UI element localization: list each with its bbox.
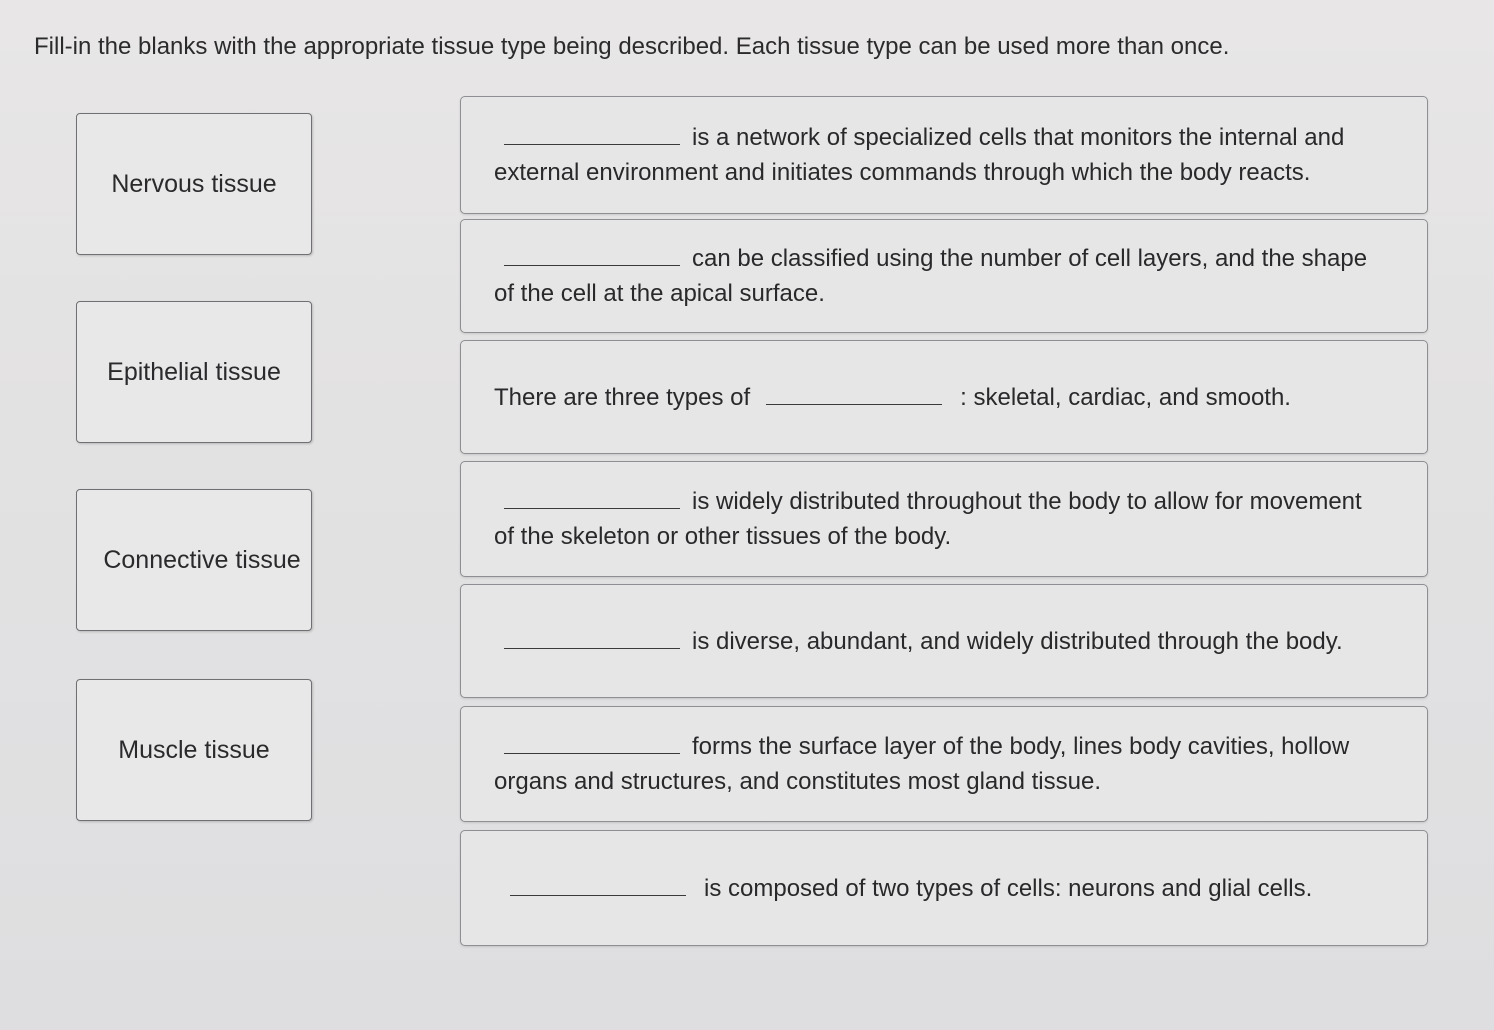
statement-text bbox=[494, 729, 1387, 799]
statement-text bbox=[494, 120, 1387, 190]
statement-after: forms the surface layer of the body, lines body cavities, hollow organs and structures, and constitutes most gland tissue. bbox=[494, 733, 1350, 795]
statement-text bbox=[494, 380, 1387, 415]
drop-target-1[interactable] bbox=[460, 96, 1428, 214]
statement-after: is a network of specialized cells that monitors the internal and external environment and initiates commands through which the body reacts. bbox=[494, 124, 1345, 186]
statement-after: can be classified using the number of cell layers, and the shape of the cell at the apical surface. bbox=[494, 245, 1368, 307]
choice-label: Epithelial tissue bbox=[107, 357, 281, 386]
choice-label: Nervous tissue bbox=[111, 169, 277, 198]
choice-connective-tissue[interactable] bbox=[76, 489, 312, 631]
answer-blank[interactable] bbox=[504, 124, 680, 145]
statement-after: is composed of two types of cells: neurons and glial cells. bbox=[704, 874, 1313, 902]
statement-after: : skeletal, cardiac, and smooth. bbox=[960, 383, 1291, 411]
choice-muscle-tissue[interactable] bbox=[76, 679, 312, 821]
statement-text bbox=[494, 484, 1387, 554]
statement-text bbox=[494, 241, 1387, 311]
statement-before: There are three types of bbox=[494, 383, 751, 411]
answer-blank[interactable] bbox=[766, 384, 942, 405]
answer-blank[interactable] bbox=[504, 628, 680, 649]
drop-target-3[interactable] bbox=[460, 340, 1428, 454]
drop-target-7[interactable] bbox=[460, 830, 1428, 946]
choice-epithelial-tissue[interactable] bbox=[76, 301, 312, 443]
instructions-text: Fill-in the blanks with the appropriate tissue type being described. Each tissue type can be used more than once. bbox=[34, 33, 1230, 60]
statement-text bbox=[494, 624, 1387, 659]
choice-label: Connective tissue bbox=[103, 545, 301, 574]
statement-after: is diverse, abundant, and widely distributed through the body. bbox=[692, 627, 1343, 655]
drop-target-5[interactable] bbox=[460, 584, 1428, 698]
answer-blank[interactable] bbox=[504, 488, 680, 509]
answer-blank[interactable] bbox=[504, 733, 680, 754]
drop-target-6[interactable] bbox=[460, 706, 1428, 822]
choice-label: Muscle tissue bbox=[118, 735, 270, 764]
statement-after: is widely distributed throughout the body to allow for movement of the skeleton or other tissues of the body. bbox=[494, 488, 1362, 550]
choice-nervous-tissue[interactable] bbox=[76, 113, 312, 255]
drop-target-4[interactable] bbox=[460, 461, 1428, 577]
answer-blank[interactable] bbox=[504, 245, 680, 266]
answer-blank[interactable] bbox=[510, 875, 686, 896]
drop-target-2[interactable] bbox=[460, 219, 1428, 333]
statement-text bbox=[494, 871, 1387, 906]
